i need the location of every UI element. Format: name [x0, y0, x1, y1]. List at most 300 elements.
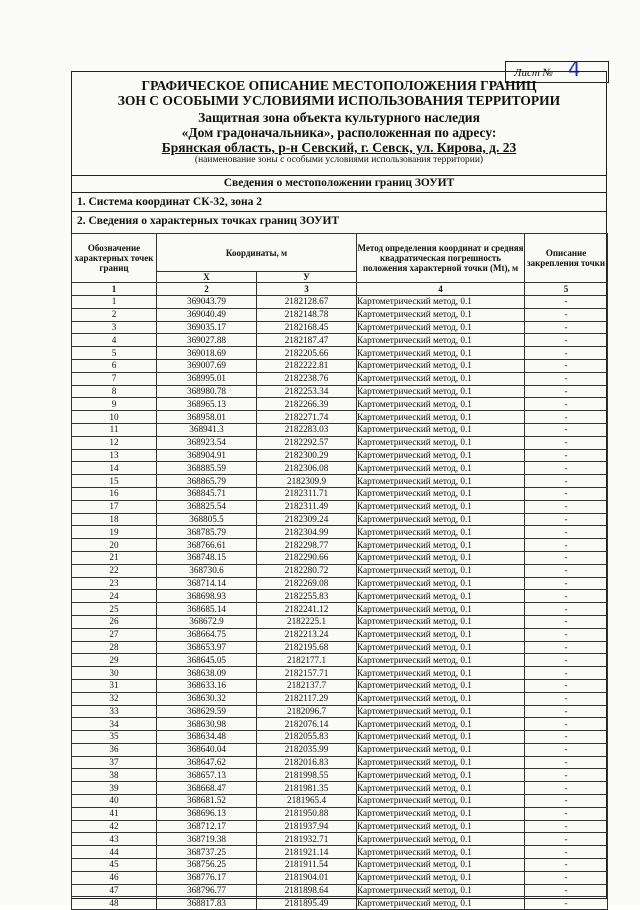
coord-x-cell: 368712.17: [157, 820, 257, 833]
document-header: [71, 71, 607, 166]
table-row: [72, 641, 608, 654]
point-id-cell: 35: [72, 731, 157, 744]
table-row: [72, 321, 608, 334]
coord-y-cell: 2182298.77: [257, 539, 357, 552]
method-cell: Картометрический метод, 0.1: [357, 807, 525, 820]
coord-x-cell: 368633.16: [157, 679, 257, 692]
table-row: [72, 667, 608, 680]
coord-x-cell: 368645.05: [157, 654, 257, 667]
method-cell: Картометрический метод, 0.1: [357, 539, 525, 552]
coord-y-cell: 2181998.55: [257, 769, 357, 782]
description-cell: -: [525, 628, 608, 641]
description-cell: -: [525, 372, 608, 385]
point-id-cell: 44: [72, 846, 157, 859]
point-id-cell: 2: [72, 308, 157, 321]
description-cell: -: [525, 846, 608, 859]
point-id-cell: 10: [72, 411, 157, 424]
description-cell: -: [525, 551, 608, 564]
method-cell: Картометрический метод, 0.1: [357, 679, 525, 692]
point-id-cell: 12: [72, 436, 157, 449]
method-cell: Картометрический метод, 0.1: [357, 449, 525, 462]
method-cell: Картометрический метод, 0.1: [357, 500, 525, 513]
coord-y-cell: 2182238.76: [257, 372, 357, 385]
method-cell: Картометрический метод, 0.1: [357, 551, 525, 564]
description-cell: -: [525, 423, 608, 436]
description-cell: -: [525, 769, 608, 782]
col-number-5: 5: [525, 283, 608, 296]
coord-x-cell: 368941.3: [157, 423, 257, 436]
coord-x-cell: 368698.93: [157, 590, 257, 603]
description-cell: -: [525, 692, 608, 705]
point-id-cell: 32: [72, 692, 157, 705]
description-cell: -: [525, 679, 608, 692]
coord-y-cell: 2182187.47: [257, 334, 357, 347]
coord-y-cell: 2181898.64: [257, 884, 357, 897]
description-cell: -: [525, 539, 608, 552]
method-cell: Картометрический метод, 0.1: [357, 462, 525, 475]
coord-y-cell: 2181921.14: [257, 846, 357, 859]
table-row: [72, 679, 608, 692]
method-cell: Картометрический метод, 0.1: [357, 526, 525, 539]
method-cell: Картометрический метод, 0.1: [357, 692, 525, 705]
table-row: [72, 411, 608, 424]
coord-x-cell: 368668.47: [157, 782, 257, 795]
point-id-cell: 9: [72, 398, 157, 411]
coord-y-cell: 2181911.54: [257, 859, 357, 872]
description-cell: -: [525, 564, 608, 577]
coord-y-cell: 2182168.45: [257, 321, 357, 334]
point-id-cell: 26: [72, 615, 157, 628]
coord-x-cell: 368685.14: [157, 603, 257, 616]
table-row: [72, 615, 608, 628]
method-cell: Картометрический метод, 0.1: [357, 846, 525, 859]
coord-x-cell: 368995.01: [157, 372, 257, 385]
point-id-cell: 34: [72, 718, 157, 731]
description-cell: -: [525, 820, 608, 833]
description-cell: -: [525, 654, 608, 667]
coord-x-cell: 369043.79: [157, 296, 257, 309]
coord-y-cell: 2182137.7: [257, 679, 357, 692]
coord-x-cell: 368817.83: [157, 897, 257, 910]
point-id-cell: 14: [72, 462, 157, 475]
table-row: [72, 628, 608, 641]
table-row: [72, 449, 608, 462]
table-row: [72, 769, 608, 782]
method-cell: Картометрический метод, 0.1: [357, 372, 525, 385]
table-row: [72, 500, 608, 513]
table-row: [72, 564, 608, 577]
point-id-cell: 7: [72, 372, 157, 385]
zone-caption: (наименование зоны с особыми условиями использования территории): [194, 155, 484, 165]
point-id-cell: 21: [72, 551, 157, 564]
description-cell: -: [525, 500, 608, 513]
subtitle-line-2: «Дом градоначальника», расположенная по адресу:: [181, 125, 497, 140]
description-cell: -: [525, 859, 608, 872]
description-cell: -: [525, 667, 608, 680]
col-header-description: Описание закрепления точки: [525, 234, 608, 283]
description-cell: -: [525, 731, 608, 744]
point-id-cell: 39: [72, 782, 157, 795]
method-cell: Картометрический метод, 0.1: [357, 436, 525, 449]
description-cell: -: [525, 641, 608, 654]
point-id-cell: 46: [72, 871, 157, 884]
sheet-label: Лист №: [514, 67, 553, 79]
method-cell: Картометрический метод, 0.1: [357, 475, 525, 488]
coord-y-cell: 2181904.01: [257, 871, 357, 884]
description-cell: -: [525, 871, 608, 884]
table-row: [72, 398, 608, 411]
coord-x-cell: 369027.88: [157, 334, 257, 347]
description-cell: -: [525, 577, 608, 590]
coord-y-cell: 2182280.72: [257, 564, 357, 577]
coord-y-cell: 2182195.68: [257, 641, 357, 654]
method-cell: Картометрический метод, 0.1: [357, 833, 525, 846]
coord-x-cell: 369007.69: [157, 359, 257, 372]
table-row: [72, 462, 608, 475]
point-id-cell: 45: [72, 859, 157, 872]
method-cell: Картометрический метод, 0.1: [357, 590, 525, 603]
coord-x-cell: 368629.59: [157, 705, 257, 718]
point-id-cell: 30: [72, 667, 157, 680]
coord-x-cell: 368885.59: [157, 462, 257, 475]
method-cell: Картометрический метод, 0.1: [357, 795, 525, 808]
method-cell: Картометрический метод, 0.1: [357, 513, 525, 526]
table-row: [72, 654, 608, 667]
coord-x-cell: 368805.5: [157, 513, 257, 526]
description-cell: -: [525, 385, 608, 398]
coord-y-cell: 2182177.1: [257, 654, 357, 667]
method-cell: Картометрический метод, 0.1: [357, 884, 525, 897]
method-cell: Картометрический метод, 0.1: [357, 743, 525, 756]
divider: [71, 175, 607, 176]
table-row: [72, 820, 608, 833]
points-table-body: [72, 296, 608, 910]
coord-y-cell: 2182269.08: [257, 577, 357, 590]
description-cell: -: [525, 743, 608, 756]
coord-y-cell: 2181932.71: [257, 833, 357, 846]
description-cell: -: [525, 347, 608, 360]
coord-y-cell: 2182213.24: [257, 628, 357, 641]
method-cell: Картометрический метод, 0.1: [357, 667, 525, 680]
coord-y-cell: 2182309.9: [257, 475, 357, 488]
col-header-y: У: [257, 272, 357, 283]
table-row: [72, 423, 608, 436]
points-table: [71, 233, 608, 910]
coord-y-cell: 2182253.34: [257, 385, 357, 398]
coord-x-cell: 368696.13: [157, 807, 257, 820]
coord-y-cell: 2182255.83: [257, 590, 357, 603]
coord-y-cell: 2182225.1: [257, 615, 357, 628]
point-id-cell: 16: [72, 487, 157, 500]
coord-y-cell: 2182300.29: [257, 449, 357, 462]
coord-y-cell: 2182290.66: [257, 551, 357, 564]
point-id-cell: 4: [72, 334, 157, 347]
table-row: [72, 705, 608, 718]
coord-y-cell: 2182311.49: [257, 500, 357, 513]
description-cell: -: [525, 449, 608, 462]
coord-x-cell: 369040.49: [157, 308, 257, 321]
description-cell: -: [525, 296, 608, 309]
description-cell: -: [525, 359, 608, 372]
table-row: [72, 347, 608, 360]
coord-x-cell: 368630.98: [157, 718, 257, 731]
coord-y-cell: 2182157.71: [257, 667, 357, 680]
coord-y-cell: 2182035.99: [257, 743, 357, 756]
method-cell: Картометрический метод, 0.1: [357, 398, 525, 411]
coord-x-cell: 368634.48: [157, 731, 257, 744]
method-cell: Картометрический метод, 0.1: [357, 308, 525, 321]
description-cell: -: [525, 321, 608, 334]
section-1: 1. Система координат СК-32, зона 2: [77, 196, 262, 208]
coord-y-cell: 2182055.83: [257, 731, 357, 744]
method-cell: Картометрический метод, 0.1: [357, 641, 525, 654]
coord-y-cell: 2181895.49: [257, 897, 357, 910]
section-2: 2. Сведения о характерных точках границ ЗОУИТ: [77, 215, 340, 227]
point-id-cell: 6: [72, 359, 157, 372]
point-id-cell: 20: [72, 539, 157, 552]
col-header-method: Метод определения координат и средняя квадратическая погрешность положения характерной точки (Mt), м: [357, 234, 525, 283]
description-cell: -: [525, 897, 608, 910]
coord-y-cell: 2181981.35: [257, 782, 357, 795]
description-cell: -: [525, 487, 608, 500]
coord-y-cell: 2182311.71: [257, 487, 357, 500]
coord-y-cell: 2182128.67: [257, 296, 357, 309]
description-cell: -: [525, 513, 608, 526]
coord-y-cell: 2181965.4: [257, 795, 357, 808]
point-id-cell: 27: [72, 628, 157, 641]
description-cell: -: [525, 436, 608, 449]
coord-x-cell: 368672.9: [157, 615, 257, 628]
point-id-cell: 48: [72, 897, 157, 910]
table-row: [72, 807, 608, 820]
coord-y-cell: 2182117.29: [257, 692, 357, 705]
coord-x-cell: 368748.15: [157, 551, 257, 564]
point-id-cell: 3: [72, 321, 157, 334]
col-number-4: 4: [357, 283, 525, 296]
table-row: [72, 833, 608, 846]
method-cell: Картометрический метод, 0.1: [357, 705, 525, 718]
coord-x-cell: 368640.04: [157, 743, 257, 756]
table-row: [72, 756, 608, 769]
point-id-cell: 1: [72, 296, 157, 309]
point-id-cell: 33: [72, 705, 157, 718]
description-cell: -: [525, 718, 608, 731]
table-row: [72, 743, 608, 756]
point-id-cell: 15: [72, 475, 157, 488]
table-row: [72, 897, 608, 910]
table-row: [72, 334, 608, 347]
table-row: [72, 436, 608, 449]
method-cell: Картометрический метод, 0.1: [357, 347, 525, 360]
table-row: [72, 372, 608, 385]
point-id-cell: 22: [72, 564, 157, 577]
point-id-cell: 37: [72, 756, 157, 769]
coord-x-cell: 368958.01: [157, 411, 257, 424]
point-id-cell: 18: [72, 513, 157, 526]
method-cell: Картометрический метод, 0.1: [357, 385, 525, 398]
point-id-cell: 5: [72, 347, 157, 360]
method-cell: Картометрический метод, 0.1: [357, 756, 525, 769]
coord-y-cell: 2182222.81: [257, 359, 357, 372]
coord-y-cell: 2181950.88: [257, 807, 357, 820]
address-line: Брянская область, р-н Севский, г. Севск, ул. Кирова, д. 23: [161, 140, 517, 155]
description-cell: -: [525, 705, 608, 718]
description-cell: -: [525, 526, 608, 539]
method-cell: Картометрический метод, 0.1: [357, 769, 525, 782]
coord-x-cell: 368923.54: [157, 436, 257, 449]
method-cell: Картометрический метод, 0.1: [357, 871, 525, 884]
method-cell: Картометрический метод, 0.1: [357, 577, 525, 590]
coord-x-cell: 368776.17: [157, 871, 257, 884]
method-cell: Картометрический метод, 0.1: [357, 359, 525, 372]
point-id-cell: 42: [72, 820, 157, 833]
point-id-cell: 11: [72, 423, 157, 436]
table-row: [72, 731, 608, 744]
coord-x-cell: 368737.25: [157, 846, 257, 859]
method-cell: Картометрический метод, 0.1: [357, 321, 525, 334]
method-cell: Картометрический метод, 0.1: [357, 487, 525, 500]
section-title: Сведения о местоположении границ ЗОУИТ: [223, 177, 455, 189]
description-cell: -: [525, 398, 608, 411]
point-id-cell: 43: [72, 833, 157, 846]
table-row: [72, 551, 608, 564]
point-id-cell: 8: [72, 385, 157, 398]
col-header-designation: Обозначение характерных точек границ: [72, 234, 157, 283]
description-cell: -: [525, 615, 608, 628]
method-cell: Картометрический метод, 0.1: [357, 615, 525, 628]
coord-y-cell: 2182309.24: [257, 513, 357, 526]
table-row: [72, 513, 608, 526]
divider: [71, 211, 607, 212]
method-cell: Картометрический метод, 0.1: [357, 654, 525, 667]
description-cell: -: [525, 782, 608, 795]
point-id-cell: 47: [72, 884, 157, 897]
method-cell: Картометрический метод, 0.1: [357, 859, 525, 872]
table-row: [72, 692, 608, 705]
table-row: [72, 359, 608, 372]
table-row: [72, 296, 608, 309]
title-line-2: ЗОН С ОСОБЫМИ УСЛОВИЯМИ ИСПОЛЬЗОВАНИЯ ТЕРРИТОРИИ: [117, 93, 561, 108]
method-cell: Картометрический метод, 0.1: [357, 603, 525, 616]
table-row: [72, 539, 608, 552]
coord-x-cell: 368630.32: [157, 692, 257, 705]
point-id-cell: 25: [72, 603, 157, 616]
table-row: [72, 795, 608, 808]
description-cell: -: [525, 411, 608, 424]
coord-x-cell: 368664.75: [157, 628, 257, 641]
method-cell: Картометрический метод, 0.1: [357, 897, 525, 910]
coord-y-cell: 2182283.03: [257, 423, 357, 436]
description-cell: -: [525, 756, 608, 769]
point-id-cell: 40: [72, 795, 157, 808]
col-header-x: X: [157, 272, 257, 283]
description-cell: -: [525, 475, 608, 488]
coord-y-cell: 2182076.14: [257, 718, 357, 731]
description-cell: -: [525, 603, 608, 616]
coord-x-cell: 368714.14: [157, 577, 257, 590]
method-cell: Картометрический метод, 0.1: [357, 718, 525, 731]
coord-x-cell: 368719.38: [157, 833, 257, 846]
method-cell: Картометрический метод, 0.1: [357, 564, 525, 577]
coord-y-cell: 2182271.74: [257, 411, 357, 424]
coord-x-cell: 368657.13: [157, 769, 257, 782]
description-cell: -: [525, 334, 608, 347]
title-line-1: ГРАФИЧЕСКОЕ ОПИСАНИЕ МЕСТОПОЛОЖЕНИЯ ГРАНИЦ: [141, 78, 537, 93]
coord-x-cell: 368653.97: [157, 641, 257, 654]
point-id-cell: 13: [72, 449, 157, 462]
description-cell: -: [525, 884, 608, 897]
coord-x-cell: 368638.09: [157, 667, 257, 680]
method-cell: Картометрический метод, 0.1: [357, 782, 525, 795]
point-id-cell: 23: [72, 577, 157, 590]
point-id-cell: 41: [72, 807, 157, 820]
table-row: [72, 308, 608, 321]
coord-x-cell: 368785.79: [157, 526, 257, 539]
coord-x-cell: 368766.61: [157, 539, 257, 552]
coord-x-cell: 368980.78: [157, 385, 257, 398]
sheet-number: 4: [568, 57, 581, 81]
coord-x-cell: 368865.79: [157, 475, 257, 488]
table-row: [72, 487, 608, 500]
point-id-cell: 24: [72, 590, 157, 603]
method-cell: Картометрический метод, 0.1: [357, 731, 525, 744]
table-row: [72, 577, 608, 590]
col-number-1: 1: [72, 283, 157, 296]
divider: [71, 192, 607, 193]
table-row: [72, 603, 608, 616]
table-row: [72, 590, 608, 603]
point-id-cell: 31: [72, 679, 157, 692]
coord-y-cell: 2182096.7: [257, 705, 357, 718]
method-cell: Картометрический метод, 0.1: [357, 296, 525, 309]
table-row: [72, 475, 608, 488]
col-number-2: 2: [157, 283, 257, 296]
coord-y-cell: 2182241.12: [257, 603, 357, 616]
point-id-cell: 19: [72, 526, 157, 539]
point-id-cell: 28: [72, 641, 157, 654]
table-row: [72, 884, 608, 897]
coord-y-cell: 2182304.99: [257, 526, 357, 539]
table-row: [72, 385, 608, 398]
coord-x-cell: 368845.71: [157, 487, 257, 500]
method-cell: Картометрический метод, 0.1: [357, 334, 525, 347]
col-header-coords: Координаты, м: [157, 234, 357, 272]
coord-x-cell: 368825.54: [157, 500, 257, 513]
table-row: [72, 526, 608, 539]
coord-x-cell: 368730.6: [157, 564, 257, 577]
coord-y-cell: 2182266.39: [257, 398, 357, 411]
method-cell: Картометрический метод, 0.1: [357, 423, 525, 436]
coord-x-cell: 368756.25: [157, 859, 257, 872]
coord-y-cell: 2181937.94: [257, 820, 357, 833]
point-id-cell: 17: [72, 500, 157, 513]
coord-y-cell: 2182292.57: [257, 436, 357, 449]
coord-y-cell: 2182016.83: [257, 756, 357, 769]
coord-y-cell: 2182205.66: [257, 347, 357, 360]
coord-x-cell: 368647.62: [157, 756, 257, 769]
coord-x-cell: 369035.17: [157, 321, 257, 334]
method-cell: Картометрический метод, 0.1: [357, 820, 525, 833]
point-id-cell: 38: [72, 769, 157, 782]
coord-y-cell: 2182148.78: [257, 308, 357, 321]
table-row: [72, 846, 608, 859]
table-row: [72, 782, 608, 795]
method-cell: Картометрический метод, 0.1: [357, 628, 525, 641]
table-row: [72, 718, 608, 731]
coord-x-cell: 368681.52: [157, 795, 257, 808]
coord-x-cell: 368904.91: [157, 449, 257, 462]
coord-x-cell: 369018.69: [157, 347, 257, 360]
